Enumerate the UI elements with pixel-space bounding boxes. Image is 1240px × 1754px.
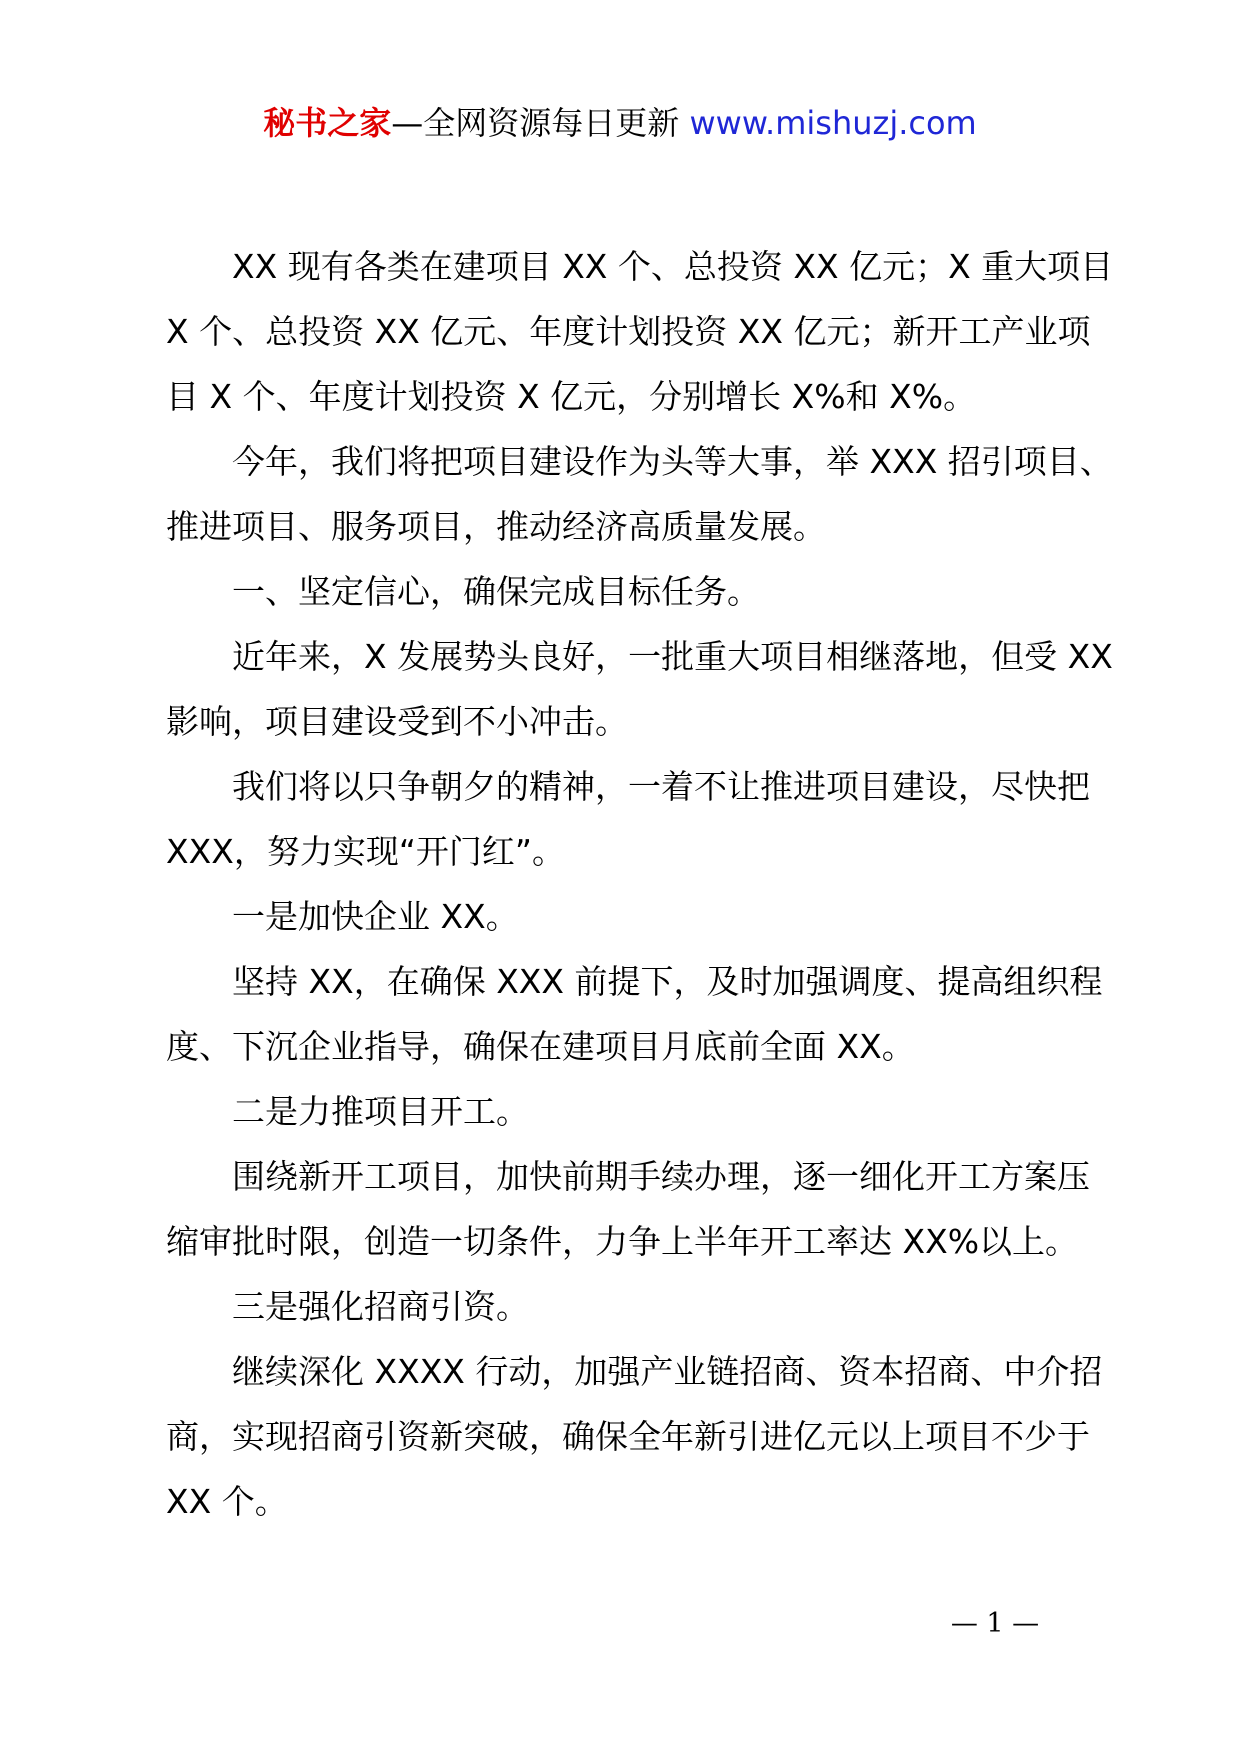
site-brand: 秘书之家 xyxy=(263,104,392,142)
paragraph-spirit: 我们将以只争朝夕的精神，一着不让推进项目建设，尽快把 XXX，努力实现“开门红”。 xyxy=(166,767,1090,871)
paragraph-this-year: 今年，我们将把项目建设作为头等大事，举 XXX 招引项目、推进项目、服务项目，推动经济高质量发展。 xyxy=(166,442,1113,546)
site-slogan: —全网资源每日更新 xyxy=(391,104,690,142)
paragraph-project-stats: XX 现有各类在建项目 XX 个、总投资 XX 亿元；X 重大项目 X 个、总投资 XX 亿元、年度计划投资 XX 亿元；新开工产业项目 X 个、年度计划投资 X 亿元，分别增长 X%和 X%。 xyxy=(166,247,1114,416)
paragraph-persist: 坚持 XX，在确保 XXX 前提下，及时加强调度、提高组织程度、下沉企业指导，确保在建项目月底前全面 XX。 xyxy=(166,962,1103,1066)
section-heading-1: 一、坚定信心，确保完成目标任务。 xyxy=(232,572,760,611)
subheading-1: 一是加快企业 XX。 xyxy=(232,897,519,936)
paragraph-investment: 继续深化 XXXX 行动，加强产业链招商、资本招商、中介招商，实现招商引资新突破，确保全年新引进亿元以上项目不少于 XX 个。 xyxy=(166,1352,1103,1521)
paragraph-new-projects: 围绕新开工项目，加快前期手续办理，逐一细化开工方案压缩审批时限，创造一切条件，力争上半年开工率达 XX%以上。 xyxy=(166,1157,1090,1261)
page-number: — 1 — xyxy=(950,1608,1040,1639)
site-url[interactable]: www.mishuzj.com xyxy=(689,104,977,142)
document-body xyxy=(166,234,1116,1534)
paragraph-recent-years: 近年来，X 发展势头良好，一批重大项目相继落地，但受 XX 影响，项目建设受到不小冲击。 xyxy=(166,637,1113,741)
subheading-3: 三是强化招商引资。 xyxy=(232,1287,529,1326)
site-header xyxy=(0,100,1240,146)
subheading-2: 二是力推项目开工。 xyxy=(232,1092,529,1131)
